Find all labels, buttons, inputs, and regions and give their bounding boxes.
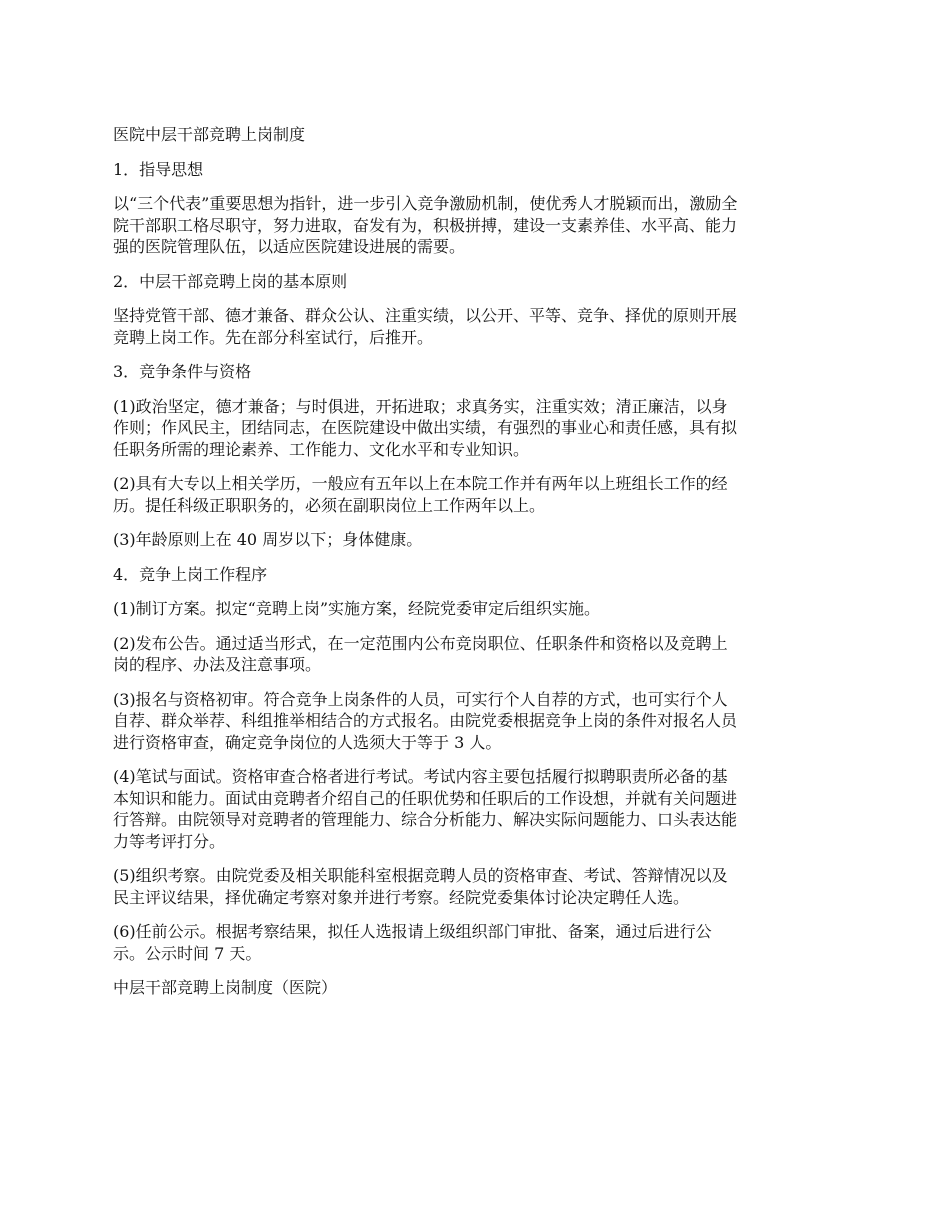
text-line: (3)年龄原则上在 40 周岁以下；身体健康。: [113, 530, 423, 549]
section-2-body: [113, 305, 841, 348]
condition-3: [113, 529, 841, 551]
text-line: (2)发布公告。通过适当形式，在一定范围内公布竞岗职位、任职条件和资格以及竞聘上: [113, 633, 728, 653]
procedure-4: [113, 766, 841, 852]
procedure-1: [113, 598, 841, 620]
text-line: (1)制订方案。拟定“竞聘上岗”实施方案，经院党委审定后组织实施。: [113, 599, 601, 618]
text-line: 任职务所需的理论素养、工作能力、文化水平和专业知识。: [113, 439, 530, 459]
text-line: 岗的程序、办法及注意事项。: [113, 655, 322, 674]
text-line: 示。公示时间 7 天。: [113, 943, 262, 963]
text-line: (3)报名与资格初审。符合竞争上岗条件的人员，可实行个人自荐的方式，也可实行个人: [113, 689, 728, 709]
section-3-heading: 3．竞争条件与资格: [113, 362, 252, 381]
procedure-2: [113, 633, 841, 676]
text-line: 历。提任科级正职职务的，必须在副职岗位上工作两年以上。: [113, 495, 546, 515]
text-line: 强的医院管理队伍，以适应医院建设进展的需要。: [113, 237, 466, 256]
procedure-5: [113, 865, 841, 908]
condition-1: [113, 396, 841, 461]
text-line: 坚持党管干部、德才兼备、群众公认、注重实绩，以公开、平等、竞争、择优的原则开展: [113, 306, 738, 325]
section-4-heading: 4．竞争上岗工作程序: [113, 564, 268, 584]
text-line: 行答辩。由院领导对竞聘者的管理能力、综合分析能力、解决实际问题能力、口头表达能: [113, 810, 738, 829]
text-line: 民主评议结果，择优确定考察对象并进行考察。经院党委集体讨论决定聘任人选。: [113, 887, 690, 907]
text-line: 作则；作风民主，团结同志，在医院建设中做出实绩，有强烈的事业心和责任感，具有拟: [113, 418, 738, 437]
section-1-heading: 1．指导思想: [113, 159, 204, 179]
text-line: 以“三个代表”重要思想为指针，进一步引入竞争激励机制，使优秀人才脱颖而出，激励全: [113, 194, 738, 213]
text-line: (5)组织考察。由院党委及相关职能科室根据竞聘人员的资格审查、考试、答辩情况以及: [113, 866, 728, 885]
text-line: 本知识和能力。面试由竞聘者介绍自己的任职优势和任职后的工作设想，并就有关问题进: [113, 788, 738, 808]
text-line: (2)具有大专以上相关学历，一般应有五年以上在本院工作并有两年以上班组长工作的经: [113, 474, 728, 493]
text-line: (4)笔试与面试。资格审查合格者进行考试。考试内容主要包括履行拟聘职责所必备的基: [113, 767, 728, 786]
text-line: 力等考评打分。: [113, 831, 226, 851]
text-line: 院干部职工格尽职守，努力进取，奋发有为，积极拼搏，建设一支素养佳、水平高、能力: [113, 215, 738, 235]
document-title: 医院中层干部竞聘上岗制度: [113, 125, 306, 144]
text-line: 进行资格审查，确定竞争岗位的人选须大于等于 3 人。: [113, 732, 502, 752]
footer-title: 中层干部竞聘上岗制度（医院）: [113, 978, 338, 997]
section-1-body: [113, 193, 841, 258]
section-2-heading: 2．中层干部竞聘上岗的基本原则: [113, 271, 348, 291]
text-line: 竞聘上岗工作。先在部分科室试行，后推开。: [113, 327, 434, 347]
text-line: (6)任前公示。根据考察结果，拟任人选报请上级组织部门审批、备案，通过后进行公: [113, 922, 712, 941]
text-line: (1)政治坚定，德才兼备；与时俱进，开拓进取；求真务实，注重实效；清正廉洁，以身: [113, 396, 728, 416]
procedure-3: [113, 689, 841, 754]
document-page: [113, 124, 841, 1012]
document-body: [113, 159, 841, 999]
text-line: 自荐、群众举荐、科组推举相结合的方式报名。由院党委根据竞争上岗的条件对报名人员: [113, 711, 738, 730]
procedure-6: [113, 921, 841, 964]
condition-2: [113, 473, 841, 516]
